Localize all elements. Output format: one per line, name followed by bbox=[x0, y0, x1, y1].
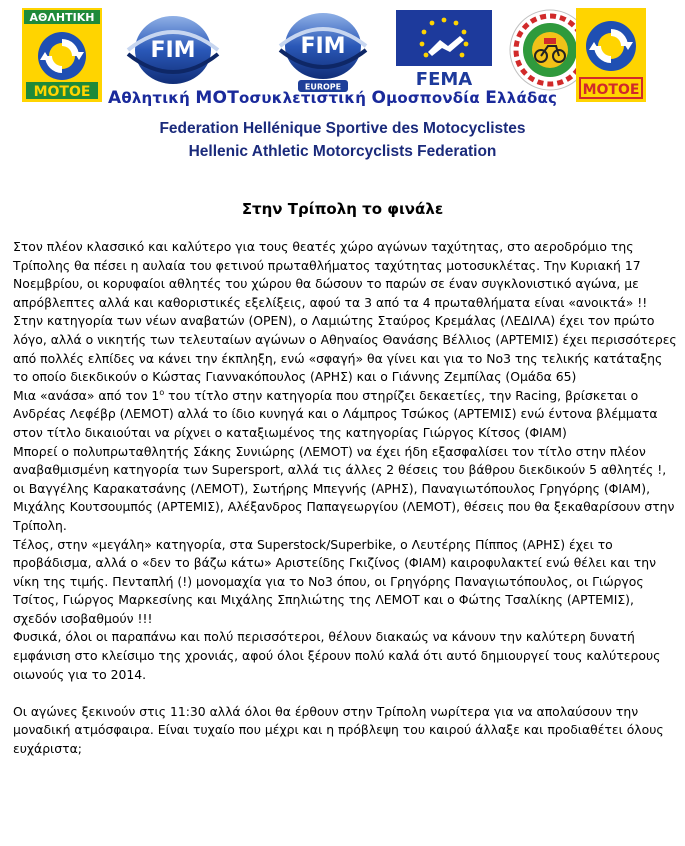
fim-europe-logo bbox=[268, 10, 378, 94]
motoe-logo-left bbox=[22, 8, 102, 102]
fema-logo bbox=[396, 10, 492, 90]
fema-logo-text: FEMA bbox=[415, 69, 473, 90]
p3-ordinal-sup: ο bbox=[159, 387, 165, 397]
fed-greek-rest-4: λλάδας bbox=[497, 89, 558, 107]
article-paragraph-4: Μπορεί ο πολυπρωταθλητής Σάκης Συνιώρης (ΛΕΜΟΤ) να έχει ήδη εξασφαλίσει τον τίτλο στην πλέον αναβαθμισμένη κατηγορία των Supersport, αλλά τις άλλες 2 θέσεις του βάθρου διεκδικούν 5 αθλητές !, οι Βαγγέλης Καρακατσάνης (ΛΕΜΟΤ), Σωτήρης Μπεγνής (ΑΡΗΣ), Παναγιωτόπουλος Γρηγόρης (ΦΙΑΜ), Μιχάλης Κουτσουμπός (ΑΡΤΕΜΙΣ), Αλέξανδρος Παπαγεωργίου (ΛΕΜΟΤ), θέσεις που θα ξεκαθαρίσουν στην Τρίπολη. bbox=[13, 443, 675, 533]
motoe-left-top-text: ΑΘΛΗΤΙΚΗ bbox=[29, 11, 95, 24]
fed-greek-rest-2: οσυκλετιστική bbox=[239, 89, 372, 107]
fim-logo-text: FIM bbox=[150, 38, 196, 63]
fim-europe-logo-text: FIM bbox=[300, 34, 346, 59]
article-paragraph-1: Στον πλέον κλασσικό και καλύτερο για τους θεατές χώρο αγώνων ταχύτητας, στο αεροδρόμιο της Τρίπολης θα πέσει η αυλαία του φετινού πρωταθλήματος ταχύτητας μοτοσυκλέτας. Την Κυριακή 17 Νοεμβρίου, οι κορυφαίοι αθλητές του χώρου θα δώσουν το παρών σε έναν συγκλονιστικό αγώνα, με απρόβλεπτες αλλά και καθοριστικές εξελίξεις, αφού τα 3 από τα 4 πρωταθλήματα είναι «ανοικτά» !! bbox=[13, 239, 648, 310]
fim-logo bbox=[118, 10, 228, 98]
p3-after: του τίτλο στην κατηγορία που στηρίζει δεκαετίες, την Racing, βρίσκεται ο Ανδρέας Λεφέβρ (ΛΕΜΟΤ) αλλά το ίδιο κυνηγά και ο Λάμπρος Τσώκος (ΑΡΤΕΜΙΣ) ενώ έντονα βλέμματα στον τίτλο δικαιούται να ρίχνει ο καταξιωμένος της κατηγορίας Γιώργος Κίτσος (ΦΙΑΜ) bbox=[13, 387, 658, 440]
federation-greek-name bbox=[108, 88, 588, 110]
motoe-left-bottom-text: ΜΟΤΟΕ bbox=[33, 84, 91, 100]
article-paragraph-2: Στην κατηγορία των νέων αναβατών (OPEN), ο Λαμιώτης Σταύρος Κρεμάλας (ΛΕΔΙΛΑ) έχει τον πρώτο λόγο, αλλά ο νικητής των τελευταίων αγώνων ο Αθηναίος Θανάσης Βέλλιος (ΑΡΤΕΜΙΣ) έχει περισσότερες από πολλές ελπίδες να κάνει την έκπληξη, ενώ «σφαγή» θα γίνει και για το Νο3 της τελικής κατάταξης το οποίο διεκδικούν ο Κώστας Γιαννακόπουλος (ΑΡΗΣ) και ο Γιάννης Ζεμπίλας (Ομάδα 65) bbox=[13, 313, 677, 385]
federation-english-name: Hellenic Athletic Motorcyclists Federation bbox=[188, 143, 497, 160]
article-body bbox=[13, 238, 677, 759]
fed-greek-cap-4: Ε bbox=[485, 88, 498, 108]
federation-french-name: Federation Hellénique Sportive des Motocyclistes bbox=[159, 120, 526, 137]
article-headline: Στην Τρίπολη το φινάλε bbox=[241, 200, 444, 218]
p3-before: Μια «ανάσα» από τον 1 bbox=[13, 387, 160, 403]
fed-greek-cap-3: Ο bbox=[371, 88, 387, 108]
fed-greek-rest-3: μοσπονδία bbox=[386, 89, 486, 107]
fed-greek-rest-1: θλητική bbox=[121, 89, 196, 107]
fed-greek-cap-1: Α bbox=[108, 88, 122, 108]
paragraph-gap bbox=[13, 684, 677, 703]
article-paragraph-6: Φυσικά, όλοι οι παραπάνω και πολύ περισσότεροι, θέλουν διακαώς να κάνουν την καλύτερη δυνατή εμφάνιση στο κλείσιμο της χρονιάς, αφού όλοι ξέρουν πολύ καλά ότι αυτό δημιουργεί τους καλύτερους οιωνούς για το 2014. bbox=[13, 629, 661, 682]
article-paragraph-7: Οι αγώνες ξεκινούν στις 11:30 αλλά όλοι θα έρθουν στην Τρίπολη νωρίτερα για να απολαύσουν την μοναδική ατμόσφαιρα. Είναι τυχαίο που μέχρι και η πρόβλεψη του καιρού άλλαξε και προδιαθέτει όλους ευχάριστα; bbox=[13, 703, 664, 757]
article-paragraph-5: Τέλος, στην «μεγάλη» κατηγορία, στα Superstock/Superbike, ο Λευτέρης Πίππος (ΑΡΗΣ) έχει το προβάδισμα, αλλά ο «δεν το βάζω κάτω» Αριστείδης Γκιζίνος (ΦΙΑΜ) καιροφυλακτεί ενώ θέλει και την νίκη της τιμής. Πενταπλή (!) μονομαχία για το Νο3 όπου, οι Γρηγόρης Παναγιωτόπουλος, οι Γιώργος Τσίτος, Γιώργος Μαρκεσίνης και Μιχάλης Σπηλιώτης της ΛΕΜΟΤ και ο Φώτης Τσαλίκης (ΑΡΤΕΜΙΣ), σχεδόν ισοβαθμούν !!! bbox=[13, 536, 657, 626]
article-paragraph-3 bbox=[13, 387, 677, 443]
fed-greek-cap-2: ΜΟΤ bbox=[195, 88, 239, 108]
motoe-right-bottom-text: ΜΟΤΟΕ bbox=[582, 82, 640, 98]
fim-europe-sub-text: EUROPE bbox=[304, 82, 342, 92]
